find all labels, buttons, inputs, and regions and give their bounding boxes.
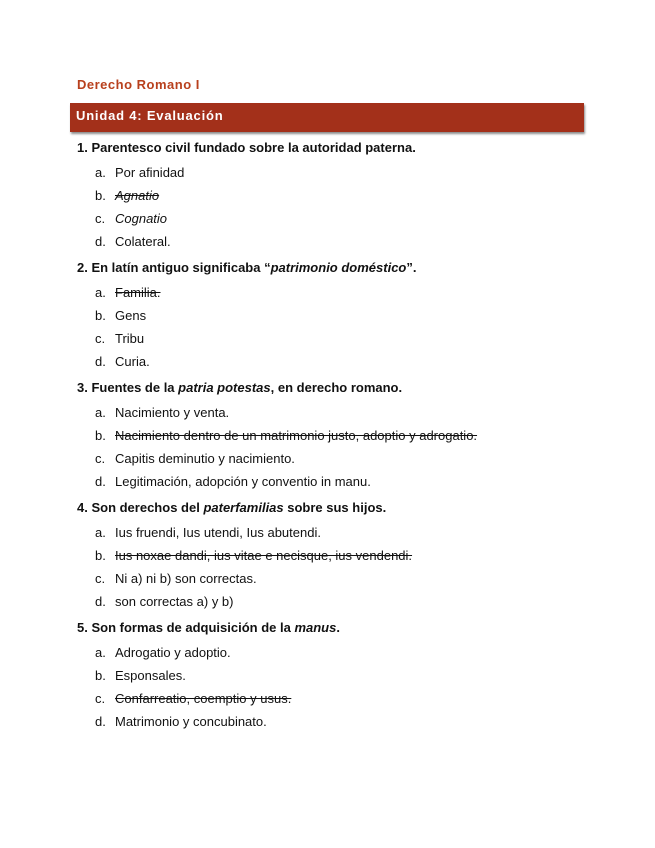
option-text: Ius noxae dandi, ius vitae e necisque, ius vendendi. xyxy=(115,548,413,563)
question-3 xyxy=(77,379,577,493)
question-text-part: 1. Parentesco civil fundado sobre la autoridad paterna. xyxy=(77,140,416,155)
course-title: Derecho Romano I xyxy=(77,77,200,92)
option-letter: a. xyxy=(95,165,106,180)
option-text: Curia. xyxy=(115,354,150,369)
answer-option[interactable] xyxy=(77,664,577,687)
option-letter: a. xyxy=(95,405,106,420)
question-text-part: sobre sus hijos. xyxy=(283,500,387,515)
option-text: Nacimiento dentro de un matrimonio justo, adoptio y adrogatio. xyxy=(115,428,478,443)
question-text-part: 3. Fuentes de la xyxy=(77,380,179,395)
question-text-part: 2. En latín antiguo significaba “ xyxy=(77,260,271,275)
answer-option[interactable] xyxy=(77,327,577,350)
question-5 xyxy=(77,619,577,733)
option-letter: d. xyxy=(95,474,106,489)
answer-option[interactable] xyxy=(77,521,577,544)
question-text-part: 4. Son derechos del xyxy=(77,500,204,515)
question-text xyxy=(77,619,577,637)
question-text xyxy=(77,139,577,157)
question-text-part: patrimonio doméstico xyxy=(270,260,407,275)
question-text-part: , en derecho romano. xyxy=(270,380,403,395)
answer-option[interactable] xyxy=(77,281,577,304)
option-letter: c. xyxy=(95,211,106,226)
answer-option[interactable] xyxy=(77,470,577,493)
question-2 xyxy=(77,259,577,373)
answer-option[interactable] xyxy=(77,350,577,373)
answer-option[interactable] xyxy=(77,424,577,447)
question-text-part: manus xyxy=(294,620,337,635)
unit-banner xyxy=(70,103,584,132)
question-text-part: . xyxy=(336,620,340,635)
option-text: Por afinidad xyxy=(115,165,185,180)
option-text: Gens xyxy=(115,308,147,323)
unit-title: Unidad 4: Evaluación xyxy=(76,108,224,123)
option-letter: a. xyxy=(95,285,106,300)
question-text xyxy=(77,259,577,277)
option-letter: b. xyxy=(95,308,106,323)
option-letter: d. xyxy=(95,594,106,609)
option-letter: d. xyxy=(95,354,106,369)
option-letter: a. xyxy=(95,525,106,540)
option-letter: c. xyxy=(95,691,106,706)
option-text: Colateral. xyxy=(115,234,171,249)
question-1 xyxy=(77,139,577,253)
option-text: Agnatio xyxy=(115,188,160,203)
answer-option[interactable] xyxy=(77,207,577,230)
option-text: Confarreatio, coemptio y usus. xyxy=(115,691,292,706)
answer-option[interactable] xyxy=(77,230,577,253)
option-letter: a. xyxy=(95,645,106,660)
answer-option[interactable] xyxy=(77,401,577,424)
option-text: son correctas a) y b) xyxy=(115,594,234,609)
option-letter: c. xyxy=(95,571,106,586)
question-text-part: patria potestas xyxy=(178,380,271,395)
option-letter: d. xyxy=(95,234,106,249)
answer-option[interactable] xyxy=(77,161,577,184)
option-text: Adrogatio y adoptio. xyxy=(115,645,231,660)
option-letter: b. xyxy=(95,548,106,563)
option-letter: b. xyxy=(95,668,106,683)
option-text: Ius fruendi, Ius utendi, Ius abutendi. xyxy=(115,525,321,540)
question-list xyxy=(77,139,577,739)
option-text: Ni a) ni b) son correctas. xyxy=(115,571,257,586)
answer-option[interactable] xyxy=(77,544,577,567)
option-text: Legitimación, adopción y conventio in manu. xyxy=(115,474,371,489)
option-letter: c. xyxy=(95,331,106,346)
answer-option[interactable] xyxy=(77,641,577,664)
option-letter: c. xyxy=(95,451,106,466)
answer-option[interactable] xyxy=(77,184,577,207)
option-letter: b. xyxy=(95,428,106,443)
question-text-part: ”. xyxy=(406,260,417,275)
answer-option[interactable] xyxy=(77,447,577,470)
question-text-part: paterfamilias xyxy=(203,500,284,515)
question-text xyxy=(77,499,577,517)
answer-option[interactable] xyxy=(77,687,577,710)
option-letter: d. xyxy=(95,714,106,729)
option-text: Familia. xyxy=(115,285,161,300)
question-text xyxy=(77,379,577,397)
option-text: Capitis deminutio y nacimiento. xyxy=(115,451,295,466)
option-letter: b. xyxy=(95,188,106,203)
question-text-part: 5. Son formas de adquisición de la xyxy=(77,620,295,635)
answer-option[interactable] xyxy=(77,710,577,733)
option-text: Cognatio xyxy=(115,211,168,226)
option-text: Tribu xyxy=(115,331,145,346)
answer-option[interactable] xyxy=(77,590,577,613)
option-text: Esponsales. xyxy=(115,668,186,683)
option-text: Nacimiento y venta. xyxy=(115,405,230,420)
answer-option[interactable] xyxy=(77,567,577,590)
answer-option[interactable] xyxy=(77,304,577,327)
question-4 xyxy=(77,499,577,613)
option-text: Matrimonio y concubinato. xyxy=(115,714,267,729)
